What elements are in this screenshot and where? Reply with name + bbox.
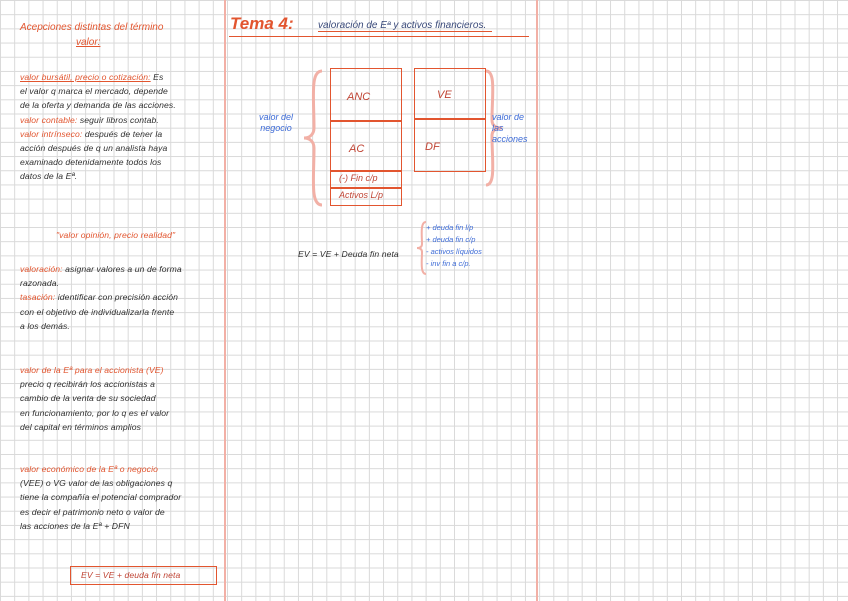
p2-heading: valor contable: bbox=[20, 114, 78, 125]
paragraph-valoracion bbox=[20, 262, 225, 333]
box-df bbox=[414, 118, 486, 172]
tema-title: valoración de Eª y activos financieros. bbox=[318, 20, 492, 32]
anc-label: ANC bbox=[347, 91, 371, 103]
box-ve bbox=[414, 68, 486, 120]
p4-line: razonada. bbox=[20, 278, 60, 289]
p1-heading: valor bursátil, precio o cotización: bbox=[20, 72, 151, 82]
list-item: + deuda fin c/p bbox=[426, 235, 476, 244]
ev-formula: EV = VE + Deuda fin neta bbox=[298, 249, 399, 259]
p3-line: acción después de q un analista haya bbox=[20, 143, 168, 154]
p1-line: Es bbox=[153, 72, 164, 82]
p6-line: en funcionamiento, por lo q es el valor bbox=[20, 407, 170, 418]
paragraph-valor-economico bbox=[20, 462, 225, 533]
p5-heading: tasación: bbox=[20, 292, 56, 303]
list-item: - inv fin a c/p. bbox=[426, 259, 471, 268]
p3-line: después de tener la bbox=[84, 128, 163, 139]
p3-line: examinado detenidamente todos los bbox=[20, 157, 162, 168]
box-ac bbox=[330, 120, 402, 172]
activos-lp-label: Activos L/p bbox=[339, 190, 384, 200]
p6-line: cambio de la venta de su sociedad bbox=[20, 393, 156, 404]
left-brace bbox=[300, 68, 330, 208]
p6-line: precio q recibirán los accionistas a bbox=[20, 379, 155, 390]
formula-text: EV = VE + deuda fin neta bbox=[81, 570, 181, 580]
p6-heading: valor de la Eª para el accionista (VE) bbox=[20, 365, 164, 375]
p3-heading: valor intrínseco: bbox=[20, 128, 83, 139]
list-item: - activos líquidos bbox=[426, 247, 482, 256]
label-valor-negocio: valor del negocio bbox=[258, 112, 294, 133]
ve-label: VE bbox=[437, 89, 452, 101]
p7-line: las acciones de la Eª + DFN bbox=[20, 520, 130, 531]
ev-components-list bbox=[426, 222, 482, 270]
tema-underline bbox=[229, 36, 529, 37]
p1-line: de la oferta y demanda de las acciones. bbox=[20, 100, 176, 111]
list-item: + deuda fin l/p bbox=[426, 223, 474, 232]
margin-line-right bbox=[536, 0, 538, 601]
quote-valor-opinion: "valor opinión, precio realidad" bbox=[56, 230, 176, 240]
df-label: DF bbox=[425, 141, 440, 153]
label-valor-acciones: valor de las acciones bbox=[492, 112, 528, 144]
pas-fin-label: (-) Fin c/p bbox=[339, 173, 378, 183]
ac-label: AC bbox=[349, 143, 365, 155]
p1-line: el valor q marca el mercado, depende bbox=[20, 86, 168, 97]
tema-label: Tema 4: bbox=[230, 14, 294, 33]
formula-box-ev bbox=[70, 566, 217, 585]
p6-line: del capital en términos amplios bbox=[20, 421, 142, 432]
p5-line: identificar con precisión acción bbox=[57, 292, 179, 303]
p4-line: asignar valores a un de forma bbox=[65, 264, 182, 274]
paragraph-valor-bursatil bbox=[20, 70, 225, 184]
p7-line: (VEE) o VG valor de las obligaciones q bbox=[20, 478, 173, 489]
p5-line: con el objetivo de individualizarla frente bbox=[20, 306, 175, 317]
p7-line: es decir el patrimonio neto o valor de bbox=[20, 506, 165, 517]
p2-text: seguir libros contab. bbox=[79, 114, 159, 125]
p7-heading: valor económico de la Eª o negocio bbox=[20, 464, 158, 474]
p7-line: tiene la compañía el potencial comprador bbox=[20, 492, 182, 503]
paragraph-valor-accionista bbox=[20, 363, 225, 434]
p4-heading: valoración: bbox=[20, 264, 63, 274]
left-title-valor: valor: bbox=[76, 37, 101, 48]
left-title: Acepciones distintas del término bbox=[20, 22, 164, 33]
box-anc bbox=[330, 68, 402, 122]
p3-line: datos de la Eª. bbox=[20, 171, 78, 182]
box-activos-lp bbox=[330, 187, 402, 206]
p5-line: a los demás. bbox=[20, 320, 70, 331]
